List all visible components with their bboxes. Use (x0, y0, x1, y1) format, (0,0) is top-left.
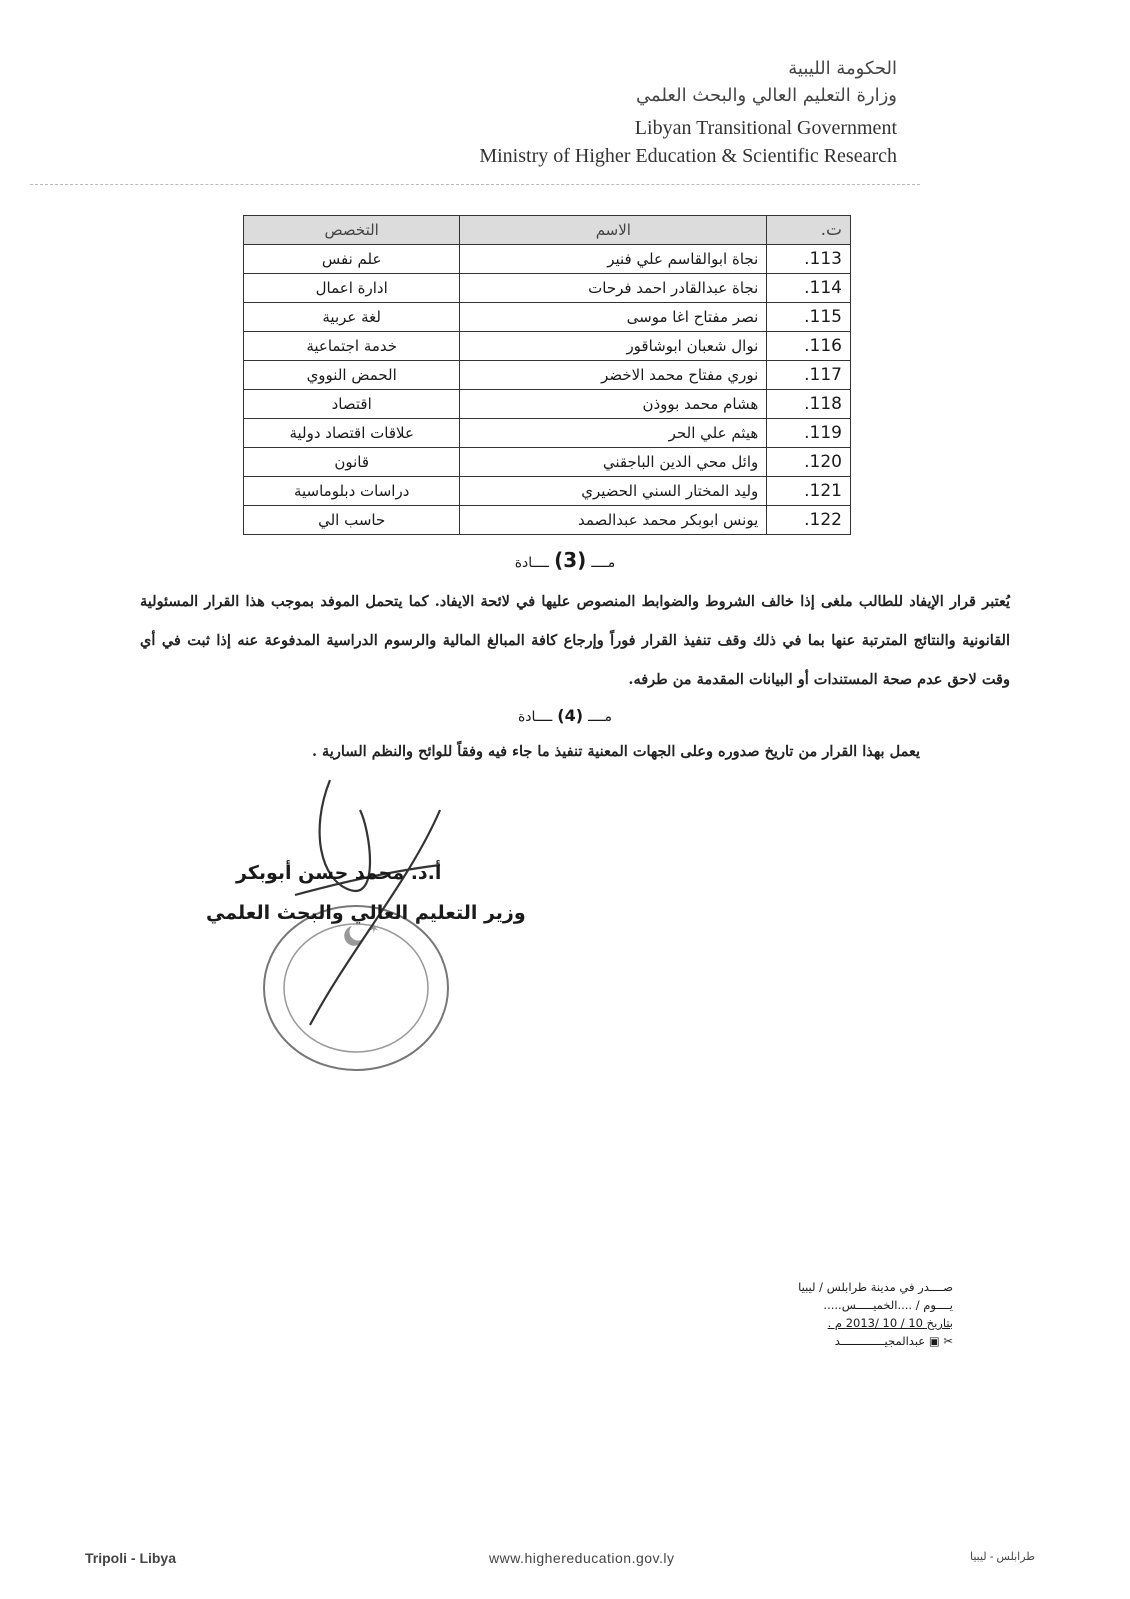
row-specialization: حاسب الي (244, 506, 460, 535)
footer-location-en: Tripoli - Libya (85, 1550, 177, 1566)
row-specialization: قانون (244, 448, 460, 477)
article-3-number: (3) (554, 548, 587, 572)
issue-ref-line (778, 1332, 953, 1350)
letterhead (479, 56, 897, 170)
row-name: نصر مفتاح اغا موسى (460, 303, 767, 332)
ministry-name-ar: وزارة التعليم العالي والبحث العلمي (636, 85, 897, 106)
row-specialization: دراسات دبلوماسية (244, 477, 460, 506)
issue-place: صــــدر في مدينة طرابلس / ليبيا (798, 1280, 953, 1294)
students-table (243, 215, 851, 535)
table-row (244, 361, 851, 390)
printer-icon: ▣ (928, 1334, 940, 1348)
row-specialization: علم نفس (244, 245, 460, 274)
article-3-heading (0, 548, 1130, 572)
table-header-row (244, 216, 851, 245)
article-4-label-pre: مــــ (588, 709, 613, 725)
table-row (244, 506, 851, 535)
table-row (244, 332, 851, 361)
table-row (244, 477, 851, 506)
row-name: وائل محي الدين الباجقني (460, 448, 767, 477)
row-number: 116. (767, 332, 851, 361)
row-number: 119. (767, 419, 851, 448)
minister-title: وزير التعليم العالي والبحث العلمي (206, 902, 526, 924)
row-specialization: علاقات اقتصاد دولية (244, 419, 460, 448)
issue-date: بتاريخ 10 / 10 /2013 م . (827, 1316, 953, 1330)
article-4-text: يعمل بهذا القرار من تاريخ صدوره وعلى الجهات المعنية تنفيذ ما جاء فيه وفقاً للوائح والنظم السارية . (311, 743, 920, 760)
article-4-number: (4) (557, 706, 584, 725)
star-icon: ✶ (368, 921, 380, 937)
article-4-label-post: ــــادة (517, 709, 553, 725)
minister-name: أ.د. محمد حسن أبوبكر (236, 862, 442, 884)
row-number: 121. (767, 477, 851, 506)
scissors-icon: ✂ (943, 1334, 953, 1348)
row-name: هيثم علي الحر (460, 419, 767, 448)
row-name: نجاة عبدالقادر احمد فرحات (460, 274, 767, 303)
row-specialization: اقتصاد (244, 390, 460, 419)
row-number: 122. (767, 506, 851, 535)
column-header-name: الاسم (460, 216, 767, 245)
row-name: يونس ابوبكر محمد عبدالصمد (460, 506, 767, 535)
row-number: 120. (767, 448, 851, 477)
row-name: نجاة ابوالقاسم علي فنير (460, 245, 767, 274)
row-name: هشام محمد بووذن (460, 390, 767, 419)
row-number: 117. (767, 361, 851, 390)
ministry-name-en: Ministry of Higher Education & Scientific Research (479, 145, 897, 167)
row-number: 118. (767, 390, 851, 419)
government-name-en: Libyan Transitional Government (634, 117, 897, 139)
row-number: 115. (767, 303, 851, 332)
issue-block (778, 1278, 953, 1350)
row-specialization: خدمة اجتماعية (244, 332, 460, 361)
table-row (244, 303, 851, 332)
article-3-label-post: ــــادة (514, 555, 549, 571)
row-specialization: لغة عربية (244, 303, 460, 332)
table-row (244, 419, 851, 448)
table-row (244, 448, 851, 477)
row-specialization: الحمض النووي (244, 361, 460, 390)
row-number: 113. (767, 245, 851, 274)
table-row (244, 390, 851, 419)
table-row (244, 274, 851, 303)
row-name: وليد المختار السني الحضيري (460, 477, 767, 506)
column-header-number: ت. (767, 216, 851, 245)
article-3-label-pre: مــــ (591, 555, 616, 571)
issue-day: يــــوم / ....الخميـــــس..... (823, 1298, 953, 1312)
row-name: نوال شعبان ابوشاقور (460, 332, 767, 361)
row-number: 114. (767, 274, 851, 303)
issue-clerk: عبدالمجيـــــــــــــد (834, 1334, 926, 1348)
header-divider (30, 184, 920, 185)
column-header-specialization: التخصص (244, 216, 460, 245)
footer-location-ar: طرابلس - ليبيا (970, 1551, 1036, 1563)
article-3-text: يُعتبر قرار الإيفاد للطالب ملغى إذا خالف الشروط والضوابط المنصوص عليها في لائحة الايفاد. كما يتحمل الموفد بموجب هذا القرار المسئولية القانونية والنتائج المترتبة عنها بما في ذلك وقف تنفيذ القرار فوراً وإرجاع كافة المبالغ المالية والرسوم الدراسية المدفوعة عنه إذا ثبت في أي وقت لاحق عدم صحة المستندات أو البيانات المقدمة من طرفه. (140, 593, 1010, 688)
footer-website[interactable]: www.highereducation.gov.ly (489, 1550, 675, 1566)
article-4-heading (0, 706, 1130, 725)
government-name-ar: الحكومة الليبية (788, 58, 897, 79)
row-name: نوري مفتاح محمد الاخضر (460, 361, 767, 390)
row-specialization: ادارة اعمال (244, 274, 460, 303)
table-row (244, 245, 851, 274)
